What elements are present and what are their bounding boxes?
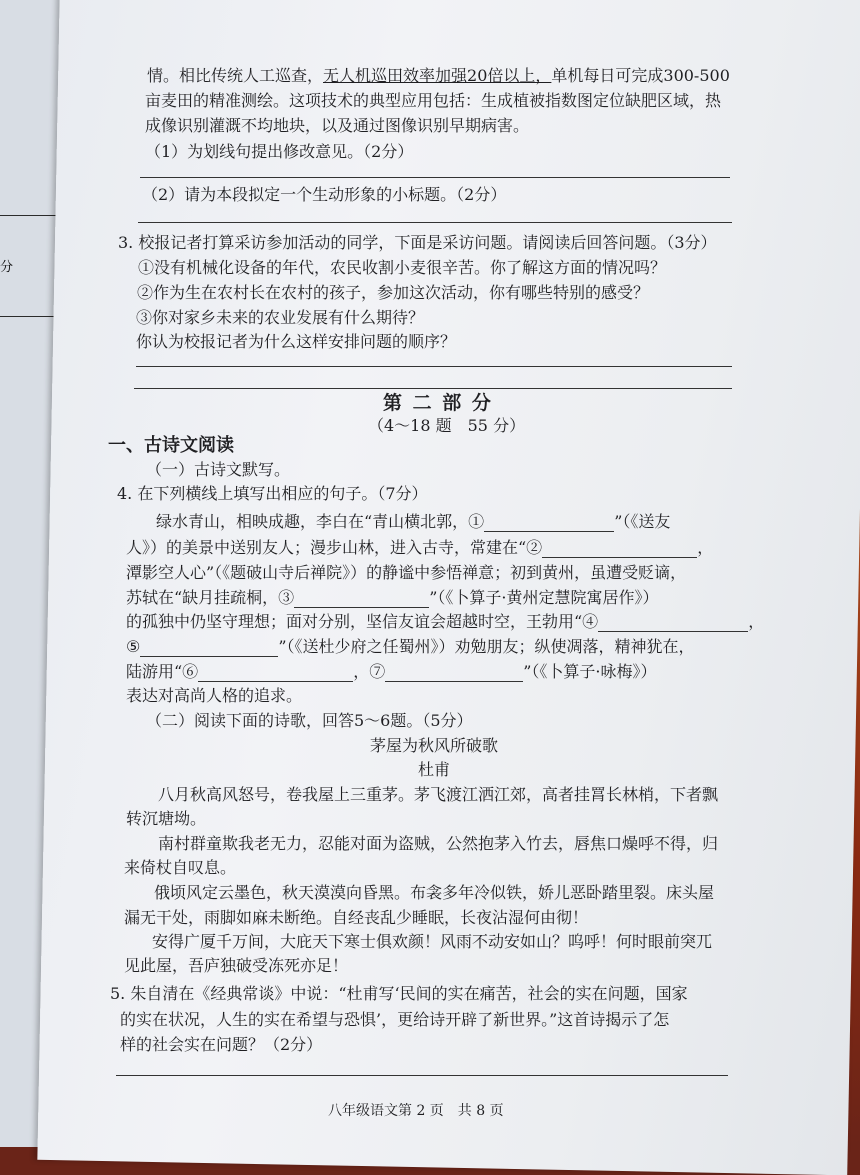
margin-score-label: 分	[0, 260, 14, 275]
poem-stanza-1a: 八月秋高风怒号，卷我屋上三重茅。茅飞渡江洒江郊，高者挂罥长林梢，下者飘	[158, 785, 719, 804]
blank-5[interactable]	[140, 656, 278, 657]
question-5-line-1: 5. 朱自清在《经典常谈》中说：“杜甫写‘民间的实在痛苦，社会的实在问题，国家	[110, 984, 688, 1003]
answer-line-3b[interactable]	[134, 388, 732, 389]
answer-line-5[interactable]	[116, 1075, 728, 1076]
part-two-subtitle: （4～18 题 55 分）	[368, 416, 526, 435]
section-one-title: 一、古诗文阅读	[108, 435, 234, 456]
poem-stanza-3a: 俄顷风定云墨色，秋天漠漠向昏黑。布衾多年冷似铁，娇儿恶卧踏里裂。床头屋	[154, 883, 715, 902]
question-2-1: （1）为划线句提出修改意见。（2分）	[145, 142, 414, 161]
question-4-stem: 4. 在下列横线上填写出相应的句子。（7分）	[117, 484, 428, 503]
blank-1[interactable]	[484, 531, 614, 532]
paragraph-line-2: 亩麦田的精准测绘。这项技术的典型应用包括：生成植被指数图定位缺肥区域，热	[145, 91, 722, 110]
q4-line-2: 人》）的美景中送别友人；漫步山林，进入古寺，常建在“② ，	[126, 538, 714, 557]
subsection-two-title: （二）阅读下面的诗歌，回答5～6题。（5分）	[146, 711, 473, 730]
poem-stanza-2b: 来倚杖自叹息。	[124, 858, 237, 877]
answer-line-2-1[interactable]	[140, 177, 730, 178]
question-5-line-3: 样的社会实在问题？（2分）	[120, 1035, 323, 1054]
poem-stanza-4b: 见此屋，吾庐独破受冻死亦足！	[124, 956, 349, 975]
q4-line-4: 苏轼在“缺月挂疏桐，③ ”（《卜算子·黄州定慧院寓居作》）	[126, 588, 659, 607]
q4-line-8: 表达对高尚人格的追求。	[126, 686, 303, 705]
page-footer: 八年级语文第 2 页 共 8 页	[328, 1103, 504, 1119]
underlined-sentence: 无人机巡田效率加强20倍以上，	[323, 66, 552, 85]
poem-stanza-3b: 漏无干处，雨脚如麻未断绝。自经丧乱少睡眠，长夜沾湿何由彻！	[124, 908, 589, 927]
poem-stanza-4a: 安得广厦千万间，大庇天下寒士俱欢颜！风雨不动安如山？呜呼！何时眼前突兀	[152, 932, 713, 951]
poem-stanza-1b: 转沉塘坳。	[126, 809, 207, 828]
poem-author: 杜甫	[418, 760, 451, 779]
blank-2[interactable]	[542, 557, 697, 558]
q4-line-6: ⑤ ”（《送杜少府之任蜀州》）劝勉朋友；纵使凋落，精神犹在，	[126, 637, 695, 656]
blank-3[interactable]	[294, 607, 429, 608]
question-3-stem: 3. 校报记者打算采访参加活动的同学，下面是采访问题。请阅读后回答问题。（3分）	[118, 233, 717, 252]
q4-line-3: 潭影空人心”（《题破山寺后禅院》）的静谧中参悟禅意；初到黄州，虽遭受贬谪，	[126, 563, 687, 582]
question-5-line-2: 的实在状况，人生的实在希望与恐惧’，更给诗开辟了新世界。”这首诗揭示了怎	[120, 1010, 670, 1029]
q4-line-5: 的孤独中仍坚守理想；面对分别，坚信友谊会超越时空，王勃用“④ ，	[126, 612, 765, 631]
q4-line-1: 绿水青山，相映成趣，李白在“青山横北郭，① ”（《送友	[156, 512, 671, 531]
q4-line-7: 陆游用“⑥ ，⑦ ”（《卜算子·咏梅》）	[126, 662, 657, 681]
answer-line-3a[interactable]	[136, 366, 732, 367]
interview-question-1: ①没有机械化设备的年代，农民收割小麦很辛苦。你了解这方面的情况吗？	[138, 258, 667, 277]
poem-title: 茅屋为秋风所破歌	[370, 736, 499, 755]
subsection-one-title: （一）古诗文默写。	[146, 460, 291, 479]
paragraph-line-3: 成像识别灌溉不均地块，以及通过图像识别早期病害。	[145, 116, 530, 135]
answer-line-2-2[interactable]	[138, 222, 732, 223]
part-two-title: 第 二 部 分	[383, 392, 493, 414]
blank-6[interactable]	[198, 681, 353, 682]
question-2-2: （2）请为本段拟定一个生动形象的小标题。（2分）	[142, 185, 507, 204]
paragraph-line-1: 情。相比传统人工巡查，无人机巡田效率加强20倍以上，单机每日可完成300-500	[147, 66, 730, 85]
question-3-ask: 你认为校报记者为什么这样安排问题的顺序？	[136, 332, 457, 351]
interview-question-2: ②作为生在农村长在农村的孩子，参加这次活动，你有哪些特别的感受？	[137, 283, 650, 302]
poem-stanza-2a: 南村群童欺我老无力，忍能对面为盗贼，公然抱茅入竹去，唇焦口燥呼不得，归	[158, 834, 719, 853]
blank-4[interactable]	[598, 631, 748, 632]
interview-question-3: ③你对家乡未来的农业发展有什么期待？	[136, 308, 425, 327]
blank-7[interactable]	[385, 681, 523, 682]
